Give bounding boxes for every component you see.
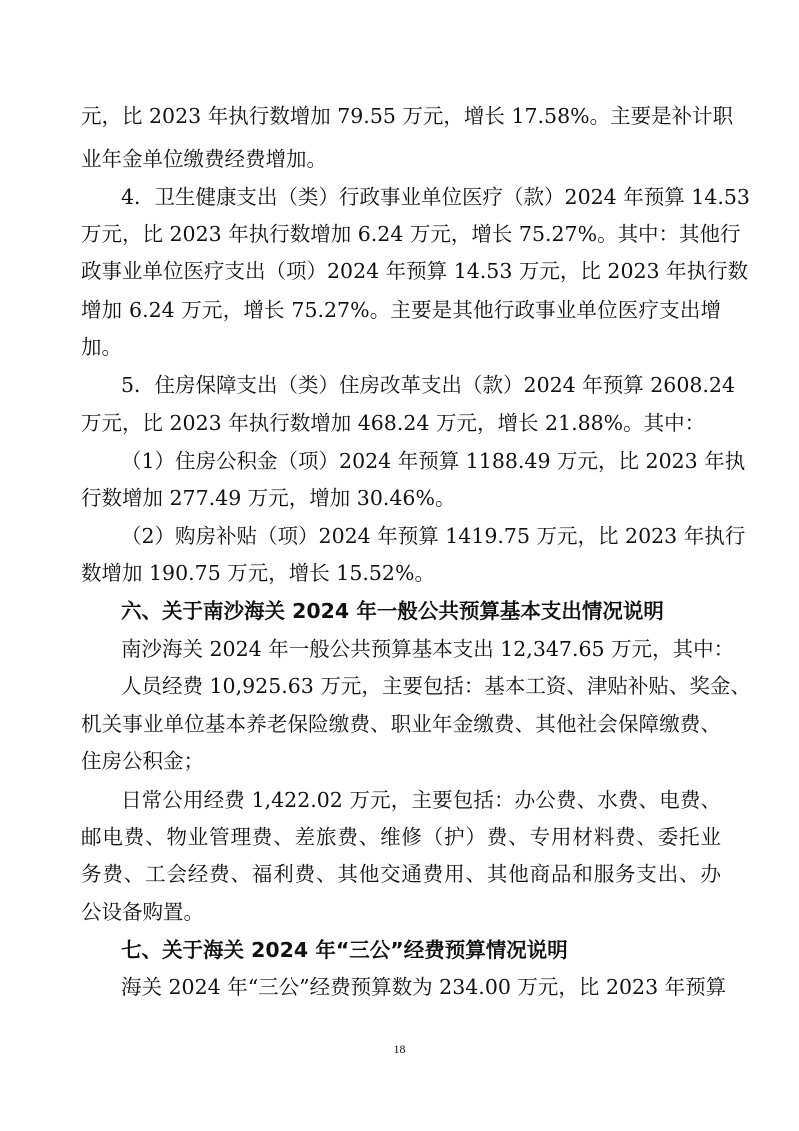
text-line: 日常公用经费 1,422.02 万元，主要包括：办公费、水费、电费、: [121, 788, 721, 812]
text-line: 万元，比 2023 年执行数增加 468.24 万元，增长 21.88%。其中：: [81, 411, 706, 435]
text-line: 元，比 2023 年执行数增加 79.55 万元，增长 17.58%。主要是补计职: [81, 104, 734, 128]
text-line: 公设备购置。: [81, 900, 204, 924]
text-line: 人员经费 10,925.63 万元，主要包括：基本工资、津贴补贴、奖金、: [121, 674, 751, 698]
text-line: 海关 2024 年“三公”经费预算数为 234.00 万元，比 2023 年预算: [121, 975, 727, 999]
text-line: 业年金单位缴费经费增加。: [81, 147, 327, 171]
text-line: 5．住房保障支出（类）住房改革支出（款）2024 年预算 2608.24: [121, 373, 736, 397]
text-line: 务费、工会经费、福利费、其他交通费用、其他商品和服务支出、办: [81, 862, 721, 886]
text-line: （1）住房公积金（项）2024 年预算 1188.49 万元，比 2023 年执: [121, 449, 746, 473]
text-line: 加。: [81, 335, 122, 359]
text-line: 行数增加 277.49 万元，增加 30.46%。: [81, 486, 456, 510]
text-line: （2）购房补贴（项）2024 年预算 1419.75 万元，比 2023 年执行: [121, 524, 746, 548]
section-heading: 七、关于海关 2024 年“三公”经费预算情况说明: [121, 938, 568, 962]
text-line: 住房公积金；: [81, 749, 204, 773]
text-line: 南沙海关 2024 年一般公共预算基本支出 12,347.65 万元，其中：: [121, 637, 735, 661]
text-line: 机关事业单位基本养老保险缴费、职业年金缴费、其他社会保障缴费、: [81, 712, 721, 736]
text-line: 增加 6.24 万元，增长 75.27%。主要是其他行政事业单位医疗支出增: [81, 298, 721, 322]
section-heading: 六、关于南沙海关 2024 年一般公共预算基本支出情况说明: [121, 599, 664, 623]
text-line: 数增加 190.75 万元，增长 15.52%。: [81, 561, 435, 585]
text-line: 政事业单位医疗支出（项）2024 年预算 14.53 万元，比 2023 年执行数: [81, 259, 749, 283]
text-line: 4．卫生健康支出（类）行政事业单位医疗（款）2024 年预算 14.53: [121, 185, 750, 209]
text-line: 邮电费、物业管理费、差旅费、维修（护）费、专用材料费、委托业: [81, 825, 721, 849]
text-line: 万元，比 2023 年执行数增加 6.24 万元，增长 75.27%。其中：其他行: [81, 222, 741, 246]
page-number: 18: [393, 1042, 406, 1056]
